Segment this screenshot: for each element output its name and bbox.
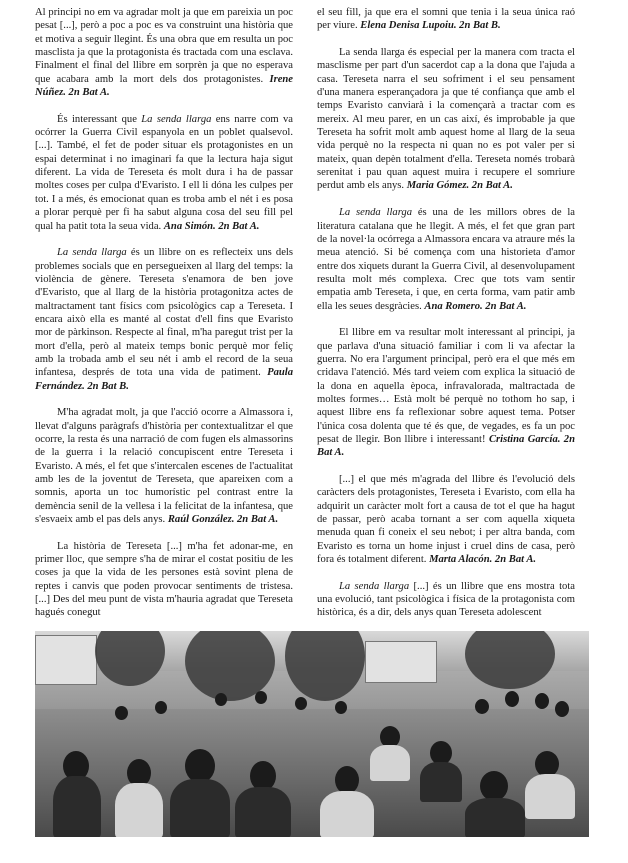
review-text: M'ha agradat molt, ja que l'acció ocorre a Almassora i, llevat d'alguns paràgrafs d'història per contextualitzar el que ocorre, la resta és una narració de com fugen els almassorins de la guerra i la relació concupiscent entre Tereseta i Evaristo. A més, el fet que s'intercalen escenes de l'actualitat amb les de la joventut de Tereseta, que apareixen com a somnis, aporta un toc humorístic pel contrast entre la demència senil de la vellesa i la felicitat de la infantesa, que s'esvaeix amb el pas dels anys. xyxy=(35,407,293,526)
review-text: Al principi no em va agradar molt ja que em pareixia un poc pesat [...], però a poc a poc es va construint una història que et motiva a seguir llegint. És una obra que em resulta un poc masclista ja que la protagonista és tractada com una esclava. Finalment el final del llibre em sorprèn ja que no esperava que acabara amb la mort dels dos protagonistes. xyxy=(35,7,293,85)
review-5-continued xyxy=(317,6,575,33)
review-text: La senda llarga és especial per la manera com tracta el masclisme per part d'un sacerdot cap a la dona que l'ajuda a casa. Tereseta narra el seu sofriment i el seu pensament d'una manera esperançadora ja que té confiança que amb el temps Evaristo canviarà i la començarà a tractar com es mereix. Al meu parer, en un cas així, és improbable ja que Tereseta ha sofrit molt amb aquest home al llarg de la seua vida perquè no la respecta ni quan no es pot valer per si mateix, quan depèn totalment d'ella. Tereseta només trobarà serenitat i pau quan aquest muira i recupere el somriure perdut amb els anys. xyxy=(317,47,575,192)
review-4 xyxy=(35,406,293,526)
review-text: La història de Tereseta [...] m'ha fet adonar-me, en primer lloc, que sempre s'ha de mirar el costat positiu de les coses ja que la vida de les persones està sovint plena de reptes i canvis que poden provocar sentiments de tristesa. [...] Des del meu punt de vista m'hauria agradat que Tereseta hagués conegut xyxy=(35,540,293,619)
book-title: La senda llarga xyxy=(57,247,127,259)
review-text: [...] és un llibre que ens mostra tota una evolució, tant psicològica i física de la protagonista com històrica, és a dir, dels anys quan Tereseta adolescent xyxy=(317,580,575,619)
right-column xyxy=(317,6,575,620)
review-7 xyxy=(317,206,575,313)
review-author: Irene Núñez. 2n Bat A. xyxy=(35,73,293,99)
review-2 xyxy=(35,113,293,233)
review-5 xyxy=(35,540,293,620)
review-author: Elena Denisa Lupoiu. 2n Bat B. xyxy=(360,20,501,32)
review-9 xyxy=(317,473,575,566)
left-column xyxy=(35,6,293,620)
review-3 xyxy=(35,246,293,393)
review-author: Raúl González. 2n Bat A. xyxy=(167,514,279,526)
photo-building xyxy=(365,641,437,683)
review-1 xyxy=(35,6,293,99)
review-text: El llibre em va resultar molt interessant al principi, ja que parlava d'una situació familiar i com li va afectar la guerra. No era l'argument principal, però era el que més em cridava l'atenció. Més tard veiem com explica la situació de la dona en aquella època, infravalorada, maltractada de moltes formes… Està molt bé perquè no tothom ho sap, i aquest llibre ens fa reflexionar sobre aquest tema. Potser l'única cosa dolenta que té és que, de vegades, es fa un poc pesat de llegir. Bon llibre i interessant! xyxy=(317,327,575,445)
photo-building xyxy=(35,635,97,685)
review-text: ens narre com va ocórrer la Guerra Civil espanyola en un poblet qualsevol. [...]. També, el fet de poder situar els protagonistes en un espai determinat i no imaginari fa que la lectura haja sigut diferent. La vida de Tereseta és molt dura i ha de passar moltes coses per culpa d'Evaristo. I ell li dóna les culpes per tot. I a més, és emocionat quan es troba amb el nét i es posa a plorar perquè per fi ha sabut alguna cosa del seu fill pel qual ha patit tota la seua vida. xyxy=(35,113,293,232)
review-text: És interessant que xyxy=(57,113,142,125)
photo-tree xyxy=(285,631,365,701)
students-reading-photo xyxy=(35,631,589,837)
review-author: Paula Fernández. 2n Bat B. xyxy=(35,367,293,392)
review-6 xyxy=(317,46,575,193)
book-title: La senda llarga xyxy=(339,580,410,592)
review-author: Maria Gómez. 2n Bat A. xyxy=(406,180,513,192)
book-title: La senda llarga xyxy=(339,207,413,219)
review-author: Ana Simón. 2n Bat A. xyxy=(163,220,260,232)
review-text: [...] el que més m'agrada del llibre és l'evolució dels caràcters dels protagonistes, Tereseta i Evaristo, com ella ha adquirit un caràcter molt fort a causa de tot el que ha hagut de passar, però acaba tornant a ser com aquella xiqueta menuda quan fi coneix el seu nebot; i per altra banda, com Evaristo es torna un home injust i cruel dins de casa, però fora és totalment diferent. xyxy=(317,474,575,566)
review-author: Ana Romero. 2n Bat A. xyxy=(424,300,527,312)
review-text: és un llibre on es reflecteix uns dels problemes socials que en persegueixen al llarg del temps: la violència de gènere. Tereseta s'enamora de ben jove d'Evaristo, que al llarg de la història protagonitza actes de maltractament tant físics com psicològics cap a Tereseta. I encara això ella es manté al costat d'ell fins que Evaristo mor de pàrkinson. Respecte al final, m'ha paregut trist per la mort d'ella, però al mateix temps bonic perquè mor feliç amb la trobada amb el seu nét i amb el record de la seua infantesa, després de tota una vida de patiment. xyxy=(35,247,293,379)
book-title: La senda llarga xyxy=(141,113,212,125)
review-author: Cristina García. 2n Bat A. xyxy=(317,434,575,459)
review-8 xyxy=(317,326,575,459)
review-author: Marta Alacón. 2n Bat A. xyxy=(429,554,537,566)
review-10 xyxy=(317,580,575,620)
photo-tree xyxy=(95,631,165,686)
photo-tree xyxy=(465,631,555,689)
review-text: el seu fill, ja que era el somni que tenia i la seua única raó per viure. xyxy=(317,7,575,32)
review-text: és una de les millors obres de la literatura catalana que he llegit. A més, el fet que gran part de la novel·la ocórrega a Almassora encara va atraure més la meua atenció. Si bé comença com una historieta d'amor entre dos xiquets durant la Guerra Civil, al desenvolupament resulta molt més complexa. Crec que tots vam sentir empatia amb Tereseta, i que, en certa forma, vam patir amb ella les seues desgràcies. xyxy=(317,207,575,312)
